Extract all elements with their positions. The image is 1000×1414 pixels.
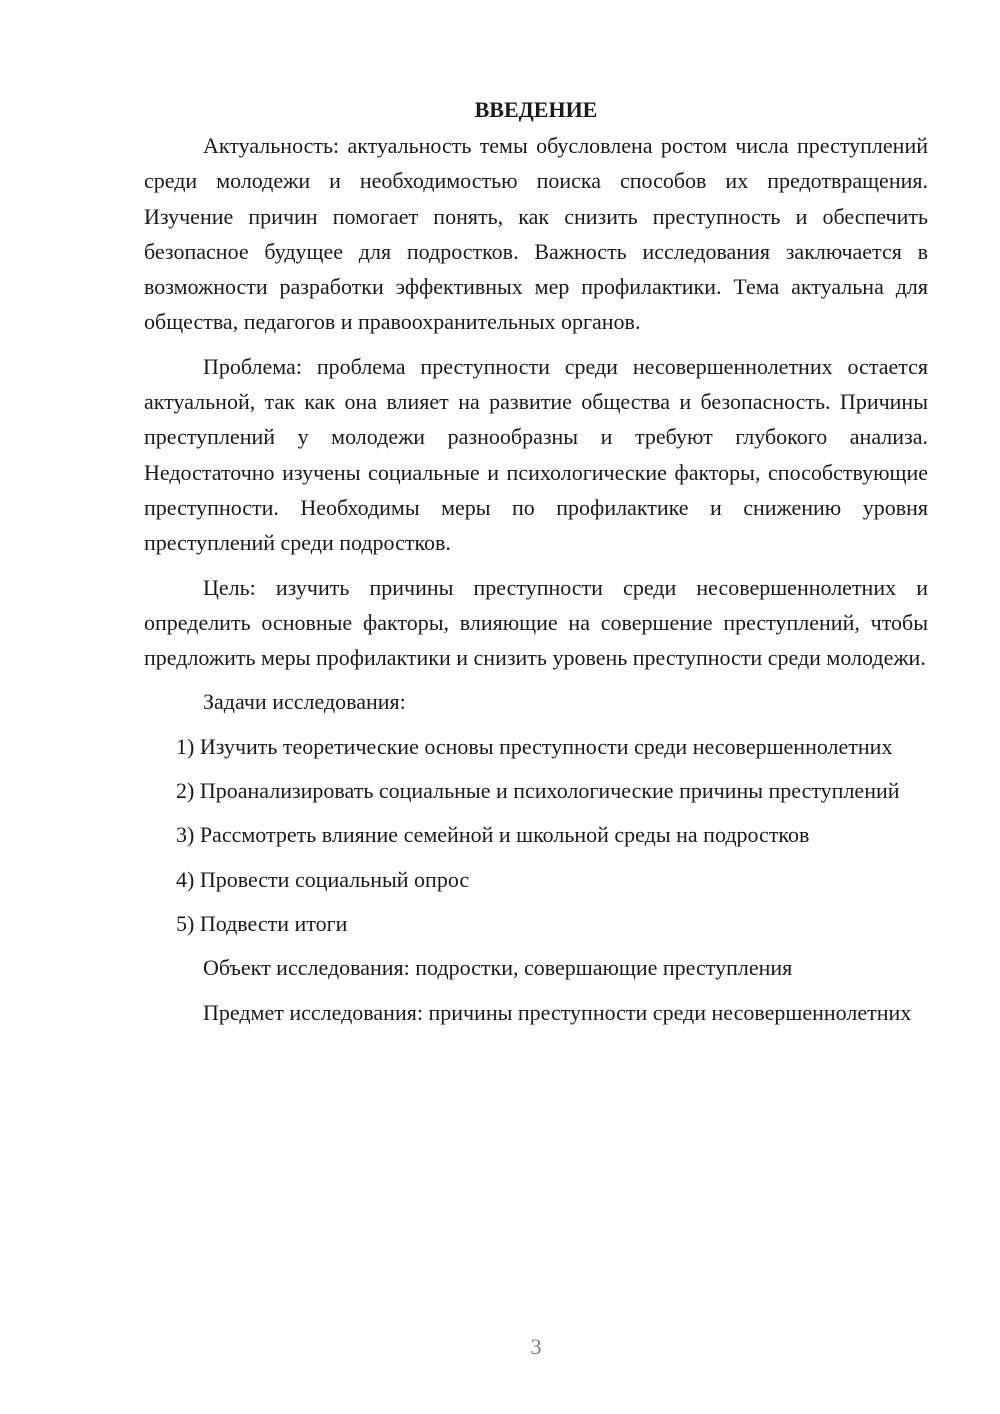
paragraph-relevance: Актуальность: актуальность темы обусловлена ростом числа преступлений среди молодежи и необходимостью поиска способов их предотвращения. Изучение причин помогает понять, как снизить преступность и обеспечить безопасное будущее для подростков. Важность исследования заключается в возможности разработки эффективных мер профилактики. Тема актуальна для общества, педагогов и правоохранительных органов.	[144, 133, 928, 335]
task-item-2: 2) Проанализировать социальные и психологические причины преступлений	[176, 778, 900, 804]
paragraph-problem: Проблема: проблема преступности среди несовершеннолетних остается актуальной, так как она влияет на развитие общества и безопасность. Причины преступлений у молодежи разнообразны и требуют глубокого анализа. Недостаточно изучены социальные и психологические факторы, способствующие преступности. Необходимы меры по профилактике и снижению уровня преступлений среди подростков.	[144, 353, 928, 556]
paragraph-object: Объект исследования: подростки, совершающие преступления	[203, 955, 793, 981]
paragraph-goal: Цель: изучить причины преступности среди несовершеннолетних и определить основные факторы, влияющие на совершение преступлений, чтобы предложить меры профилактики и снизить уровень преступности среди молодежи.	[144, 574, 928, 671]
task-item-5: 5) Подвести итоги	[176, 910, 348, 936]
task-item-4: 4) Провести социальный опрос	[176, 866, 470, 892]
tasks-title: Задачи исследования:	[203, 689, 406, 715]
task-item-1: 1) Изучить теоретические основы преступности среди несовершеннолетних	[176, 733, 893, 759]
page-number: 3	[530, 1334, 542, 1359]
task-item-3: 3) Рассмотреть влияние семейной и школьной среды на подростков	[176, 822, 810, 848]
page-title: ВВЕДЕНИЕ	[474, 97, 598, 122]
paragraph-subject: Предмет исследования: причины преступности среди несовершеннолетних	[203, 999, 912, 1025]
document-page	[144, 92, 928, 1039]
